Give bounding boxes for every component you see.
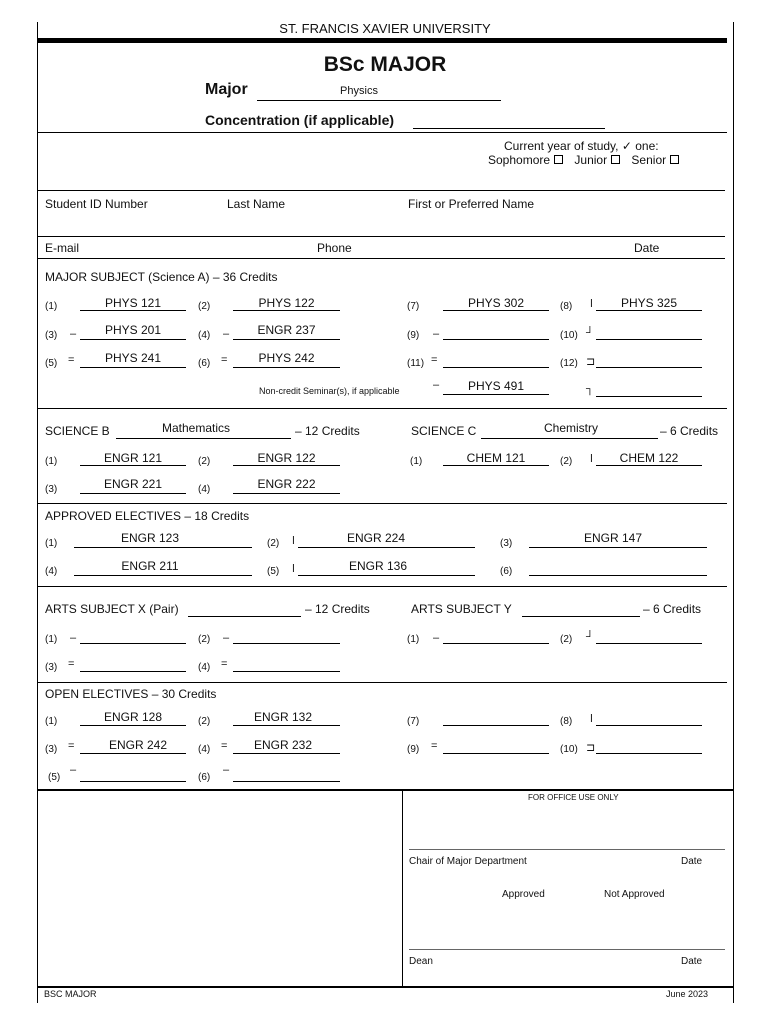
mark-ax-4: = [221,658,228,670]
num-6: (6) [198,358,211,369]
sb-num-1: (1) [45,456,58,467]
oe-num-4: (4) [198,744,211,755]
form-title: BSc MAJOR [323,53,447,76]
mark-seminar-2: ┐ [586,383,594,395]
num-8: (8) [560,301,573,312]
mark-oe-9: = [431,740,438,752]
ae-num-6: (6) [500,566,513,577]
university-name: ST. FRANCIS XAVIER UNIVERSITY [279,21,491,36]
junior-option[interactable]: Junior [574,153,620,167]
major-subject-title: MAJOR SUBJECT (Science A) – 36 Credits [45,270,278,284]
rule-7 [37,586,727,587]
mark-oe-3: = [68,740,75,752]
mark-6: = [221,354,228,366]
first-name-label: First or Preferred Name [408,197,535,211]
office-divider [402,790,403,987]
chair-date-label: Date [681,856,703,867]
major-label: Major [205,81,248,98]
num-12: (12) [560,358,578,369]
approved-electives-title: APPROVED ELECTIVES – 18 Credits [45,509,250,523]
science-c-course-1: CHEM 121 [466,451,526,465]
mark-9: – [433,328,440,340]
header-rule [37,38,727,43]
sb-num-3: (3) [45,484,58,495]
sc-num-2: (2) [560,456,573,467]
mark-oe-8: ǀ [590,713,593,725]
arts-y-course-1-field[interactable] [443,629,549,644]
num-11: (11) [407,358,425,369]
science-b-course-1: ENGR 121 [103,451,163,465]
mark-12: ⊐ [586,356,596,368]
major-course-3: PHYS 201 [104,323,162,337]
ax-num-1: (1) [45,634,58,645]
major-course-5: PHYS 241 [104,351,162,365]
footer-right: June 2023 [666,989,709,999]
open-electives-title: OPEN ELECTIVES – 30 Credits [45,687,217,701]
science-b-course-2: ENGR 122 [257,451,316,465]
science-c-course-2: CHEM 122 [619,451,679,465]
ae-num-5: (5) [267,566,280,577]
oe-num-7: (7) [407,716,420,727]
dean-date-label: Date [681,956,703,967]
not-approved-label[interactable]: Not Approved [604,889,665,900]
chair-signature-line[interactable] [409,849,725,850]
science-b-course-3: ENGR 221 [103,477,163,491]
open-elective-6-field[interactable] [233,767,340,782]
seminar-value: PHYS 491 [467,379,525,393]
mark-5: = [68,354,75,366]
rule-10 [37,986,733,988]
student-id-label: Student ID Number [45,197,148,211]
open-elective-7-field[interactable] [443,711,549,726]
oe-num-1: (1) [45,716,58,727]
major-course-8: PHYS 325 [620,296,678,310]
open-elective-1: ENGR 128 [103,710,163,724]
approved-elective-1: ENGR 123 [120,531,180,545]
arts-y-credits: – 6 Credits [643,602,702,616]
mark-oe-10: ⊐ [586,742,596,754]
num-1: (1) [45,301,58,312]
mark-10: ┘ [586,327,594,339]
oe-num-3: (3) [45,744,58,755]
open-elective-2: ENGR 132 [253,710,313,724]
approved-elective-4: ENGR 211 [121,559,179,573]
major-course-7: PHYS 302 [467,296,525,310]
ae-num-4: (4) [45,566,58,577]
science-b-credits: – 12 Credits [295,424,360,438]
rule-6 [37,503,727,504]
major-course-9-field[interactable] [443,325,549,340]
major-course-12-field[interactable] [596,353,702,368]
dean-label: Dean [409,956,433,967]
mark-ax-1: – [70,632,77,644]
senior-option[interactable]: Senior [631,153,679,167]
mark-ay-2: ┘ [586,631,594,643]
approved-elective-2: ENGR 224 [346,531,406,545]
frame-right [733,22,734,1003]
mark-4: – [223,328,230,340]
science-c-value: Chemistry [543,421,598,435]
rule-5 [37,408,727,409]
arts-y-label: ARTS SUBJECT Y [411,602,512,616]
oe-num-6: (6) [198,772,211,783]
rule-1 [37,132,727,133]
num-9: (9) [407,330,420,341]
open-elective-10-field[interactable] [596,739,702,754]
ax-num-2: (2) [198,634,211,645]
oe-num-10: (10) [560,744,578,755]
last-name-label: Last Name [227,197,286,211]
concentration-label: Concentration (if applicable) [205,112,395,128]
science-c-label: SCIENCE C [411,424,477,438]
arts-x-course-3-field[interactable] [80,657,186,672]
office-title: FOR OFFICE USE ONLY [528,793,619,802]
concentration-field[interactable] [413,114,605,129]
mark-ae-5: ǀ [292,563,295,575]
science-b-value: Mathematics [161,421,231,435]
science-c-credits: – 6 Credits [660,424,719,438]
oe-num-9: (9) [407,744,420,755]
major-course-6: PHYS 242 [258,351,315,365]
major-course-2: PHYS 122 [258,296,315,310]
dean-signature-line[interactable] [409,949,725,950]
mark-seminar: – [433,379,440,391]
major-course-4: ENGR 237 [257,323,316,337]
major-course-10-field[interactable] [596,325,702,340]
footer-left: BSC MAJOR [44,989,97,999]
sb-num-2: (2) [198,456,211,467]
rule-4 [37,258,725,259]
arts-x-course-4-field[interactable] [233,657,340,672]
approved-elective-5: ENGR 136 [348,559,408,573]
sc-num-1: (1) [410,456,423,467]
arts-y-course-2-field[interactable] [596,629,702,644]
mark-oe-5: – [70,764,77,776]
open-elective-9-field[interactable] [443,739,549,754]
major-value: Physics [340,85,378,97]
mark-sc-2: ǀ [590,453,593,465]
arts-x-label: ARTS SUBJECT X (Pair) [45,602,179,616]
mark-3: – [70,328,77,340]
rule-3 [37,236,725,237]
approved-elective-6-field[interactable] [529,561,707,576]
sb-num-4: (4) [198,484,211,495]
num-4: (4) [198,330,211,341]
rule-8 [37,682,727,683]
arts-x-credits: – 12 Credits [305,602,370,616]
seminar-field-2[interactable] [596,382,702,397]
year-prompt: Current year of study, ✓ one: [504,139,659,153]
ax-num-3: (3) [45,662,58,673]
mark-ax-3: = [68,658,75,670]
open-elective-4: ENGR 232 [253,738,313,752]
mark-oe-4: = [221,740,228,752]
science-b-label: SCIENCE B [45,424,110,438]
major-course-1: PHYS 121 [104,296,162,310]
mark-8: ǀ [590,298,593,310]
phone-label: Phone [317,241,352,255]
major-course-11-field[interactable] [443,353,549,368]
mark-ae-2: ǀ [292,535,295,547]
ay-num-1: (1) [407,634,420,645]
oe-num-2: (2) [198,716,211,727]
open-elective-8-field[interactable] [596,711,702,726]
sophomore-option[interactable]: Sophomore [488,153,563,167]
frame-left [37,22,38,1003]
num-10: (10) [560,330,578,341]
num-7: (7) [407,301,420,312]
junior-checkbox[interactable] [611,155,620,164]
mark-11: = [431,354,438,366]
approved-label[interactable]: Approved [502,889,545,900]
rule-9 [37,789,733,791]
num-3: (3) [45,330,58,341]
ae-num-2: (2) [267,538,280,549]
ae-num-1: (1) [45,538,58,549]
year-options [488,153,679,167]
oe-num-8: (8) [560,716,573,727]
rule-2 [37,190,725,191]
sophomore-checkbox[interactable] [554,155,563,164]
seminar-label: Non-credit Seminar(s), if applicable [259,386,400,396]
senior-checkbox[interactable] [670,155,679,164]
ay-num-2: (2) [560,634,573,645]
arts-x-course-1-field[interactable] [80,629,186,644]
num-5: (5) [45,358,58,369]
mark-ay-1: – [433,632,440,644]
num-2: (2) [198,301,211,312]
approved-elective-3: ENGR 147 [583,531,643,545]
arts-x-course-2-field[interactable] [233,629,340,644]
date-label: Date [634,241,660,255]
open-elective-5-field[interactable] [80,767,186,782]
email-label: E-mail [45,241,80,255]
mark-ax-2: – [223,632,230,644]
arts-y-field[interactable] [522,602,640,617]
chair-label: Chair of Major Department [409,856,527,867]
arts-x-field[interactable] [188,602,301,617]
open-elective-3: ENGR 242 [108,738,168,752]
ax-num-4: (4) [198,662,211,673]
science-b-course-4: ENGR 222 [257,477,316,491]
ae-num-3: (3) [500,538,513,549]
oe-num-5: (5) [48,772,61,783]
mark-oe-6: – [223,764,230,776]
